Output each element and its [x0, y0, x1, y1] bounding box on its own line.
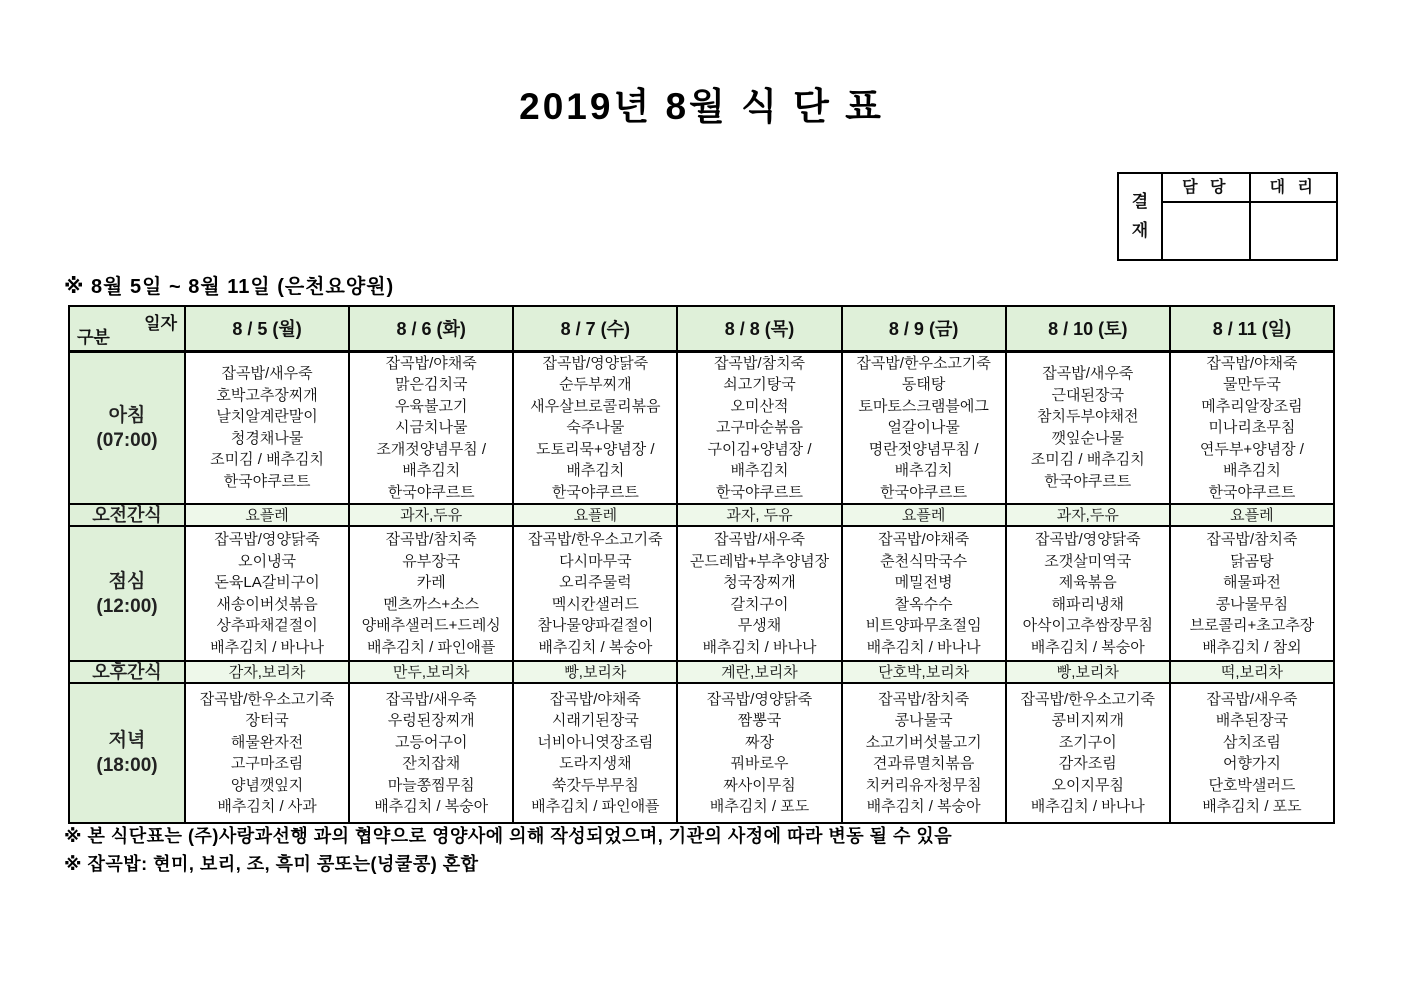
day-header: 8 / 11 (일) — [1170, 306, 1334, 351]
menu-item: 참치두부야채전 — [1037, 408, 1139, 426]
menu-item: 도토리묵+양념장 / — [536, 440, 655, 458]
menu-cell — [1006, 683, 1170, 823]
menu-item: 도라지생채 — [559, 755, 632, 772]
menu-item: 멘츠까스+소스 — [383, 595, 480, 613]
menu-cell — [185, 351, 349, 504]
menu-item: 짜사이무침 — [723, 776, 796, 794]
menu-item: 배추김치 / 사과 — [217, 798, 317, 815]
menu-cell — [842, 683, 1006, 823]
menu-item: 잡곡밥/새우죽 — [1042, 365, 1134, 383]
menu-item: 견과류멸치볶음 — [872, 755, 975, 772]
menu-cell — [842, 526, 1006, 661]
corner-cell — [69, 306, 185, 351]
menu-item: 잡곡밥/참치죽 — [1206, 531, 1298, 548]
menu-item: 짬뽕국 — [737, 712, 782, 729]
menu-item: 잡곡밥/야채죽 — [878, 531, 970, 548]
menu-cell — [677, 683, 841, 823]
snack-cell: 빵,보리차 — [513, 661, 677, 683]
menu-item: 잡곡밥/영양닭죽 — [214, 531, 320, 548]
menu-item: 고구마조림 — [230, 755, 304, 772]
menu-item: 배추된장국 — [1215, 712, 1289, 729]
menu-item: 무생채 — [737, 617, 782, 634]
note-grains: ※ 잡곡밥: 현미, 보리, 조, 흑미 콩또는(넝쿨콩) 혼합 — [64, 854, 479, 874]
menu-item: 잡곡밥/참치죽 — [878, 690, 970, 708]
menu-item: 쇠고기탕국 — [723, 376, 796, 393]
snack-row — [69, 504, 1334, 526]
menu-item: 삼치조림 — [1222, 733, 1281, 751]
menu-item: 배추김치 / 복숭아 — [374, 798, 489, 815]
menu-item: 구이김+양념장 / — [707, 440, 812, 458]
menu-cell — [349, 351, 513, 504]
menu-table — [68, 305, 1335, 824]
approval-signature-row — [1163, 203, 1336, 259]
snack-cell: 만두,보리차 — [349, 661, 513, 683]
day-header: 8 / 6 (화) — [349, 306, 513, 351]
menu-item: 배추김치 / 복숭아 — [1030, 638, 1145, 656]
breakfast-row-label — [69, 351, 185, 504]
menu-item: 고등어구이 — [394, 733, 468, 751]
menu-item: 잡곡밥/새우죽 — [713, 531, 806, 548]
menu-item: 청경채나물 — [230, 429, 304, 447]
menu-item: 맑은김치국 — [394, 376, 468, 393]
approval-col-daeri: 대 리 — [1249, 174, 1337, 201]
menu-item: 배추김치 / 바나나 — [1030, 798, 1145, 815]
menu-item: 유부장국 — [402, 552, 461, 570]
menu-item: 콩나물국 — [894, 712, 953, 729]
menu-item: 해파리냉채 — [1051, 595, 1124, 613]
menu-item: 해물완자전 — [230, 733, 304, 751]
menu-item: 짜장 — [745, 733, 774, 751]
row-label-text: 저녁 — [108, 730, 146, 751]
dinner-row-label — [69, 683, 185, 823]
menu-item: 청국장찌개 — [723, 574, 796, 591]
menu-item: 다시마무국 — [559, 552, 632, 570]
menu-cell — [1170, 351, 1334, 504]
menu-item: 잡곡밥/참치죽 — [713, 354, 806, 372]
menu-item: 잡곡밥/영양닭죽 — [542, 354, 649, 372]
menu-item: 메추리알장조림 — [1201, 397, 1303, 415]
footer-notes — [64, 822, 952, 878]
menu-item: 한국야쿠르트 — [223, 472, 311, 490]
menu-item: 춘천식막국수 — [880, 552, 968, 570]
menu-cell — [349, 683, 513, 823]
menu-item: 한국야쿠르트 — [880, 483, 968, 501]
snack-cell: 요플레 — [842, 504, 1006, 526]
menu-item: 브로콜리+초고추장 — [1189, 617, 1315, 634]
menu-item: 한국야쿠르트 — [1208, 483, 1296, 501]
snack-cell: 요플레 — [1170, 504, 1334, 526]
row-label-time: (12:00) — [96, 595, 158, 617]
menu-item: 오리주물럭 — [559, 574, 632, 591]
breakfast-row — [69, 351, 1334, 504]
menu-item: 배추김치 / 참외 — [1202, 638, 1302, 656]
menu-item: 조미김 / 배추김치 — [210, 451, 325, 469]
approval-box — [1117, 172, 1338, 261]
menu-item: 동태탕 — [901, 376, 946, 393]
menu-item: 고구마순볶음 — [716, 419, 803, 436]
menu-cell — [677, 351, 841, 504]
menu-item: 카레 — [416, 574, 446, 591]
menu-item: 곤드레밥+부추양념장 — [689, 552, 830, 570]
snack-cell: 요플레 — [185, 504, 349, 526]
menu-item: 배추김치 — [566, 462, 625, 479]
menu-item: 제육볶음 — [1058, 574, 1117, 591]
menu-item: 잡곡밥/새우죽 — [1206, 690, 1298, 708]
snack-cell: 감자,보리차 — [185, 661, 349, 683]
menu-item: 순두부찌개 — [559, 376, 632, 393]
approval-label: 결재 — [1131, 191, 1149, 240]
menu-item: 조기구이 — [1058, 733, 1117, 751]
menu-item: 잡곡밥/새우죽 — [221, 365, 313, 383]
menu-item: 쑥갓두부무침 — [551, 776, 639, 794]
menu-cell — [349, 526, 513, 661]
snack-cell: 빵,보리차 — [1006, 661, 1170, 683]
menu-item: 조미김 / 배추김치 — [1030, 451, 1145, 469]
approval-header-row — [1163, 174, 1336, 203]
menu-item: 오이지무침 — [1051, 776, 1124, 794]
dinner-row — [69, 683, 1334, 823]
menu-cell — [842, 351, 1006, 504]
row-label-text: 오전간식 — [92, 505, 162, 525]
menu-item: 배추김치 / 바나나 — [866, 638, 981, 656]
snack-cell: 계란,보리차 — [677, 661, 841, 683]
menu-item: 잡곡밥/야채죽 — [549, 690, 641, 708]
corner-category-label: 구분 — [77, 327, 110, 347]
menu-item: 호박고추장찌개 — [216, 386, 318, 404]
menu-item: 메밀전병 — [894, 574, 953, 591]
approval-col-damdang: 담 당 — [1182, 179, 1230, 196]
menu-item: 감자조림 — [1058, 755, 1117, 772]
menu-item: 아삭이고추쌈장무침 — [1022, 617, 1153, 634]
menu-item: 잡곡밥/한우소고기죽 — [528, 531, 663, 548]
menu-item: 배추김치 — [730, 462, 789, 479]
corner-date-label: 일자 — [144, 314, 177, 333]
day-header: 8 / 8 (목) — [677, 306, 841, 351]
menu-item: 배추김치 / 바나나 — [702, 638, 817, 656]
row-label-time: (07:00) — [96, 429, 158, 451]
menu-item: 돈육LA갈비구이 — [214, 574, 320, 591]
menu-item: 배추김치 / 바나나 — [210, 638, 325, 656]
menu-item: 갈치구이 — [730, 595, 789, 613]
menu-item: 배추김치 / 파인애플 — [366, 638, 496, 656]
menu-item: 배추김치 / 포도 — [709, 798, 810, 815]
menu-item: 깻잎순나물 — [1051, 429, 1124, 447]
menu-item: 시래기된장국 — [551, 712, 639, 729]
menu-item: 어향가지 — [1222, 755, 1281, 772]
row-label-text: 아침 — [108, 404, 146, 426]
menu-item: 배추김치 / 복숭아 — [866, 798, 981, 815]
menu-item: 한국야쿠르트 — [716, 483, 803, 501]
snack-cell: 과자,두유 — [1006, 504, 1170, 526]
menu-item: 찰옥수수 — [894, 595, 953, 613]
menu-item: 오이냉국 — [238, 552, 297, 570]
menu-item: 마늘쫑찜무침 — [387, 776, 475, 794]
menu-item: 잔치잡채 — [402, 755, 461, 772]
menu-item: 시금치나물 — [394, 419, 468, 436]
menu-item: 장터국 — [245, 712, 289, 729]
menu-cell — [1170, 526, 1334, 661]
menu-item: 양배추샐러드+드레싱 — [361, 617, 501, 634]
menu-item: 단호박샐러드 — [1208, 776, 1296, 794]
menu-item: 멕시칸샐러드 — [551, 595, 639, 613]
menu-item: 참나물양파겉절이 — [537, 617, 654, 634]
snack-row-label — [69, 504, 185, 526]
menu-item: 비트양파무초절임 — [865, 617, 982, 634]
menu-item: 양념깻잎지 — [230, 776, 304, 794]
menu-item: 물만두국 — [1222, 376, 1281, 393]
menu-item: 잡곡밥/한우소고기죽 — [1020, 690, 1156, 708]
menu-cell — [185, 683, 349, 823]
menu-item: 조갯살미역국 — [1044, 552, 1132, 570]
snack-cell: 떡,보리차 — [1170, 661, 1334, 683]
menu-cell — [1006, 526, 1170, 661]
snack-cell: 과자, 두유 — [677, 504, 841, 526]
menu-item: 한국야쿠르트 — [551, 483, 639, 501]
menu-cell — [513, 683, 677, 823]
row-label-text: 점심 — [108, 570, 146, 592]
day-header: 8 / 7 (수) — [513, 306, 677, 351]
lunch-row — [69, 526, 1334, 661]
menu-item: 상추파채겉절이 — [216, 617, 318, 634]
menu-item: 잡곡밥/한우소고기죽 — [856, 354, 991, 372]
menu-item: 잡곡밥/영양닭죽 — [706, 690, 813, 708]
snack-row-label — [69, 661, 185, 683]
menu-item: 조개젓양념무침 / — [376, 440, 487, 458]
menu-item: 콩비지찌개 — [1051, 712, 1124, 729]
menu-item: 배추김치 — [402, 462, 461, 479]
menu-item: 근대된장국 — [1051, 386, 1124, 404]
menu-item: 잡곡밥/참치죽 — [385, 531, 477, 548]
menu-item: 잡곡밥/야채죽 — [385, 354, 477, 372]
day-header: 8 / 5 (월) — [185, 306, 349, 351]
menu-item: 새우살브로콜리볶음 — [530, 397, 661, 415]
menu-cell — [1170, 683, 1334, 823]
menu-item: 얼갈이나물 — [887, 419, 960, 436]
menu-cell — [513, 526, 677, 661]
menu-item: 소고기버섯불고기 — [865, 733, 982, 751]
approval-sign-damdang — [1163, 203, 1249, 259]
menu-item: 너비아니엿장조림 — [537, 733, 654, 751]
menu-item: 해물파전 — [1222, 574, 1281, 591]
snack-row — [69, 661, 1334, 683]
row-label-time: (18:00) — [96, 755, 158, 776]
day-header: 8 / 10 (토) — [1006, 306, 1170, 351]
day-header: 8 / 9 (금) — [842, 306, 1006, 351]
lunch-row-label — [69, 526, 185, 661]
menu-item: 잡곡밥/영양닭죽 — [1034, 531, 1141, 548]
page-title: 2019년 8월 식 단 표 — [519, 86, 884, 127]
menu-item: 치커리유자청무침 — [865, 776, 982, 794]
menu-item: 배추김치 — [1222, 462, 1281, 479]
menu-item: 닭곰탕 — [1230, 552, 1274, 570]
snack-cell: 요플레 — [513, 504, 677, 526]
menu-item: 토마토스크램블에그 — [858, 397, 989, 415]
date-range-subtitle: ※ 8월 5일 ~ 8월 11일 (은천요양원) — [64, 276, 395, 298]
menu-item: 한국야쿠르트 — [1044, 472, 1132, 490]
menu-item: 잡곡밥/한우소고기죽 — [199, 690, 335, 708]
menu-cell — [1006, 351, 1170, 504]
menu-item: 우육불고기 — [394, 397, 468, 415]
note-agreement: ※ 본 식단표는 (주)사랑과선행 과의 협약으로 영양사에 의해 작성되었으며, 기관의 사정에 따라 변동 될 수 있음 — [64, 826, 953, 846]
menu-item: 배추김치 / 포도 — [1202, 798, 1302, 815]
menu-item: 배추김치 / 복숭아 — [538, 638, 653, 656]
menu-item: 잡곡밥/야채죽 — [1206, 354, 1298, 372]
menu-item: 우렁된장찌개 — [387, 712, 475, 729]
menu-item: 잡곡밥/새우죽 — [385, 690, 477, 708]
menu-item: 새송이버섯볶음 — [216, 595, 318, 613]
menu-item: 오미산적 — [730, 397, 789, 415]
menu-item: 배추김치 — [894, 462, 953, 479]
menu-item: 명란젓양념무침 / — [868, 440, 979, 458]
approval-columns — [1161, 174, 1336, 259]
snack-cell: 단호박,보리차 — [842, 661, 1006, 683]
menu-item: 숙주나물 — [566, 419, 625, 436]
menu-item: 콩나물무침 — [1215, 595, 1289, 613]
menu-cell — [677, 526, 841, 661]
snack-cell: 과자,두유 — [349, 504, 513, 526]
menu-item: 미나리초무침 — [1208, 419, 1296, 436]
menu-item: 배추김치 / 파인애플 — [531, 798, 660, 815]
row-label-text: 오후간식 — [92, 662, 162, 682]
menu-item: 꿔바로우 — [730, 755, 789, 772]
menu-cell — [513, 351, 677, 504]
menu-item: 한국야쿠르트 — [387, 483, 475, 501]
menu-item: 연두부+양념장 / — [1199, 440, 1304, 458]
menu-cell — [185, 526, 349, 661]
menu-item: 날치알계란말이 — [216, 408, 318, 426]
approval-sign-daeri — [1249, 203, 1337, 259]
